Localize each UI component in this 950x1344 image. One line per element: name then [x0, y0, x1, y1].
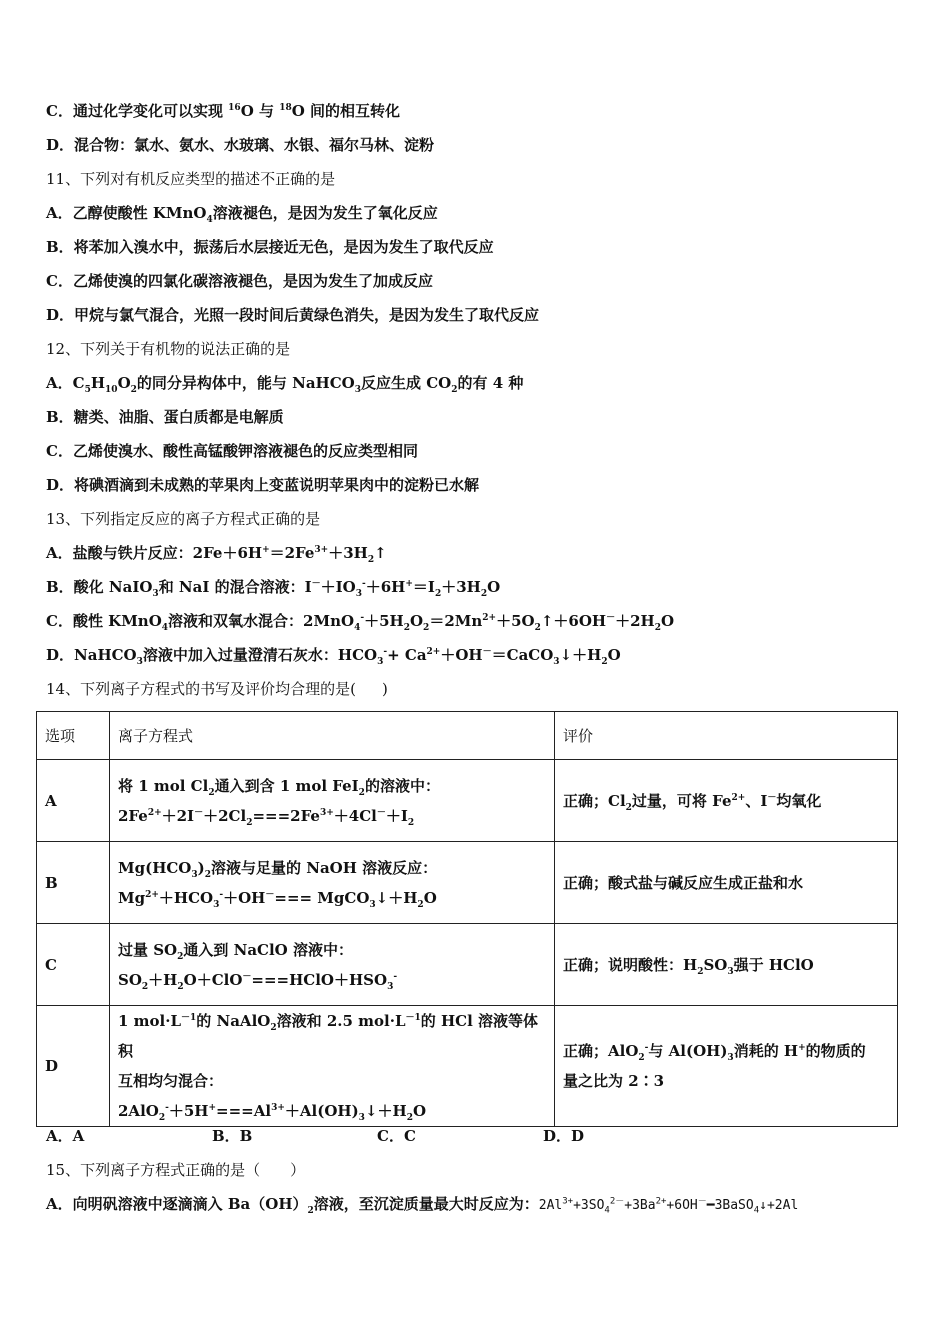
q11-option-c: C．乙烯使溴的四氯化碳溶液褪色，是因为发生了加成反应 — [46, 272, 433, 290]
header-evaluation: 评价 — [555, 712, 898, 760]
q14-answer-a: A．A — [46, 1127, 85, 1145]
header-option: 选项 — [37, 712, 110, 760]
row-a-equation: 将 1 mol $Cl_2$通入到含 1 mol FeI$_2$的溶液中： $2Fe^{2+}+2I^-+2Cl_2===2Fe^{3+}+4Cl^-+I_2$ — [110, 760, 555, 842]
table-row-b — [37, 842, 898, 924]
q11-stem: 11、下列对有机反应类型的描述不正确的是 — [46, 170, 336, 188]
q15-option-a: A．向明矾溶液中逐滴滴入 $Ba(OH)_2$溶液，至沉淀质量最大时反应为：$2Al^{3+}+3SO_4^{2-}+3Ba^{2+}+6OH^-━3BaSO_4↓+2Al$ — [46, 1195, 799, 1216]
row-c-label: C — [37, 924, 110, 1006]
row-b-equation: $Mg(HCO_3)_2$溶液与足量的 NaOH 溶液反应： $Mg^{2+}+HCO_3^-+OH^-===$ $MgCO_3↓+H_2O$ — [110, 842, 555, 924]
row-d-evaluation: 正确；AlO$_2$-与 $Al(OH)_3$消耗的 H+的物质的 量之比为 2∶3 — [555, 1006, 898, 1127]
q14-options-table — [36, 711, 898, 1127]
q13-option-a: A．盐酸与铁片反应：$2Fe+6H^+=2Fe^{3+}+3H_2↑$ — [46, 544, 387, 565]
q13-option-c: C．酸性 KMnO$_4$溶液和双氧水混合：$2MnO_4^-+5H_2O_2=2Mn^{2+}+5O_2↑+6OH^-+2H_2O$ — [46, 612, 675, 633]
q12-option-b: B．糖类、油脂、蛋白质都是电解质 — [46, 408, 284, 426]
q11-option-a: A．乙醇使酸性 KMnO$_4$溶液褪色，是因为发生了氧化反应 — [46, 204, 438, 225]
q13-option-d: D．NaHCO$_3$溶液中加入过量澄清石灰水：$HCO_3^-+$ $Ca^{2+}+OH^-=CaCO_3↓+H_2O$ — [46, 646, 621, 667]
q10-option-d: D．混合物：氯水、氨水、水玻璃、水银、福尔马林、淀粉 — [46, 136, 435, 154]
row-b-label: B — [37, 842, 110, 924]
table-header-row — [37, 712, 898, 760]
q13-stem: 13、下列指定反应的离子方程式正确的是 — [46, 510, 321, 528]
q12-option-c: C．乙烯使溴水、酸性高锰酸钾溶液褪色的反应类型相同 — [46, 442, 418, 460]
q12-option-a: A．$C_5H_{10}O_2$的同分异构体中，能与 NaHCO$_3$反应生成 $CO_2$的有 4 种 — [46, 374, 524, 395]
table-row-c — [37, 924, 898, 1006]
row-d-label: D — [37, 1006, 110, 1127]
row-d-equation: 1 $mol\cdot L^{-1}$的 NaAlO$_2$溶液和 2.5 $mol\cdot L^{-1}$的 HCl 溶液等体积 互相均匀混合： $2AlO_2^-+5H^+===Al^{3+}+Al(OH)_3↓+H_2O$ — [110, 1006, 555, 1127]
table-row-a — [37, 760, 898, 842]
q11-option-d: D．甲烷与氯气混合，光照一段时间后黄绿色消失，是因为发生了取代反应 — [46, 306, 540, 324]
row-c-evaluation: 正确；说明酸性：$H_2SO_3$强于 HClO — [555, 924, 898, 1006]
q12-stem: 12、下列关于有机物的说法正确的是 — [46, 340, 291, 358]
q14-answer-c: C．C — [377, 1127, 416, 1145]
q10-option-c: C．通过化学变化可以实现 $^{16}$O 与 $^{18}$O 间的相互转化 — [46, 102, 401, 120]
q14-answer-b: B．B — [212, 1127, 253, 1145]
q15-stem: 15、下列离子方程式正确的是（ ） — [46, 1161, 306, 1179]
row-c-equation: 过量 $SO_2$通入到 NaClO 溶液中： $SO_2+H_2O+ClO^-===HClO+HSO_3^-$ — [110, 924, 555, 1006]
row-a-evaluation: 正确；$Cl_2$过量，可将 $Fe^{2+}$、I－均氧化 — [555, 760, 898, 842]
header-equation: 离子方程式 — [110, 712, 555, 760]
q14-answer-d: D．D — [543, 1127, 585, 1145]
q12-option-d: D．将碘酒滴到未成熟的苹果肉上变蓝说明苹果肉中的淀粉已水解 — [46, 476, 480, 494]
row-a-label: A — [37, 760, 110, 842]
q14-stem: 14、下列离子方程式的书写及评价均合理的是( ) — [46, 680, 388, 698]
table-row-d — [37, 1006, 898, 1127]
q11-option-b: B．将苯加入溴水中，振荡后水层接近无色，是因为发生了取代反应 — [46, 238, 494, 256]
row-b-evaluation: 正确；酸式盐与碱反应生成正盐和水 — [555, 842, 898, 924]
q13-option-b: B．酸化 NaIO$_3$和 NaI 的混合溶液：$I^-+IO_3^-+6H^+=I_2+3H_2O$ — [46, 578, 501, 599]
